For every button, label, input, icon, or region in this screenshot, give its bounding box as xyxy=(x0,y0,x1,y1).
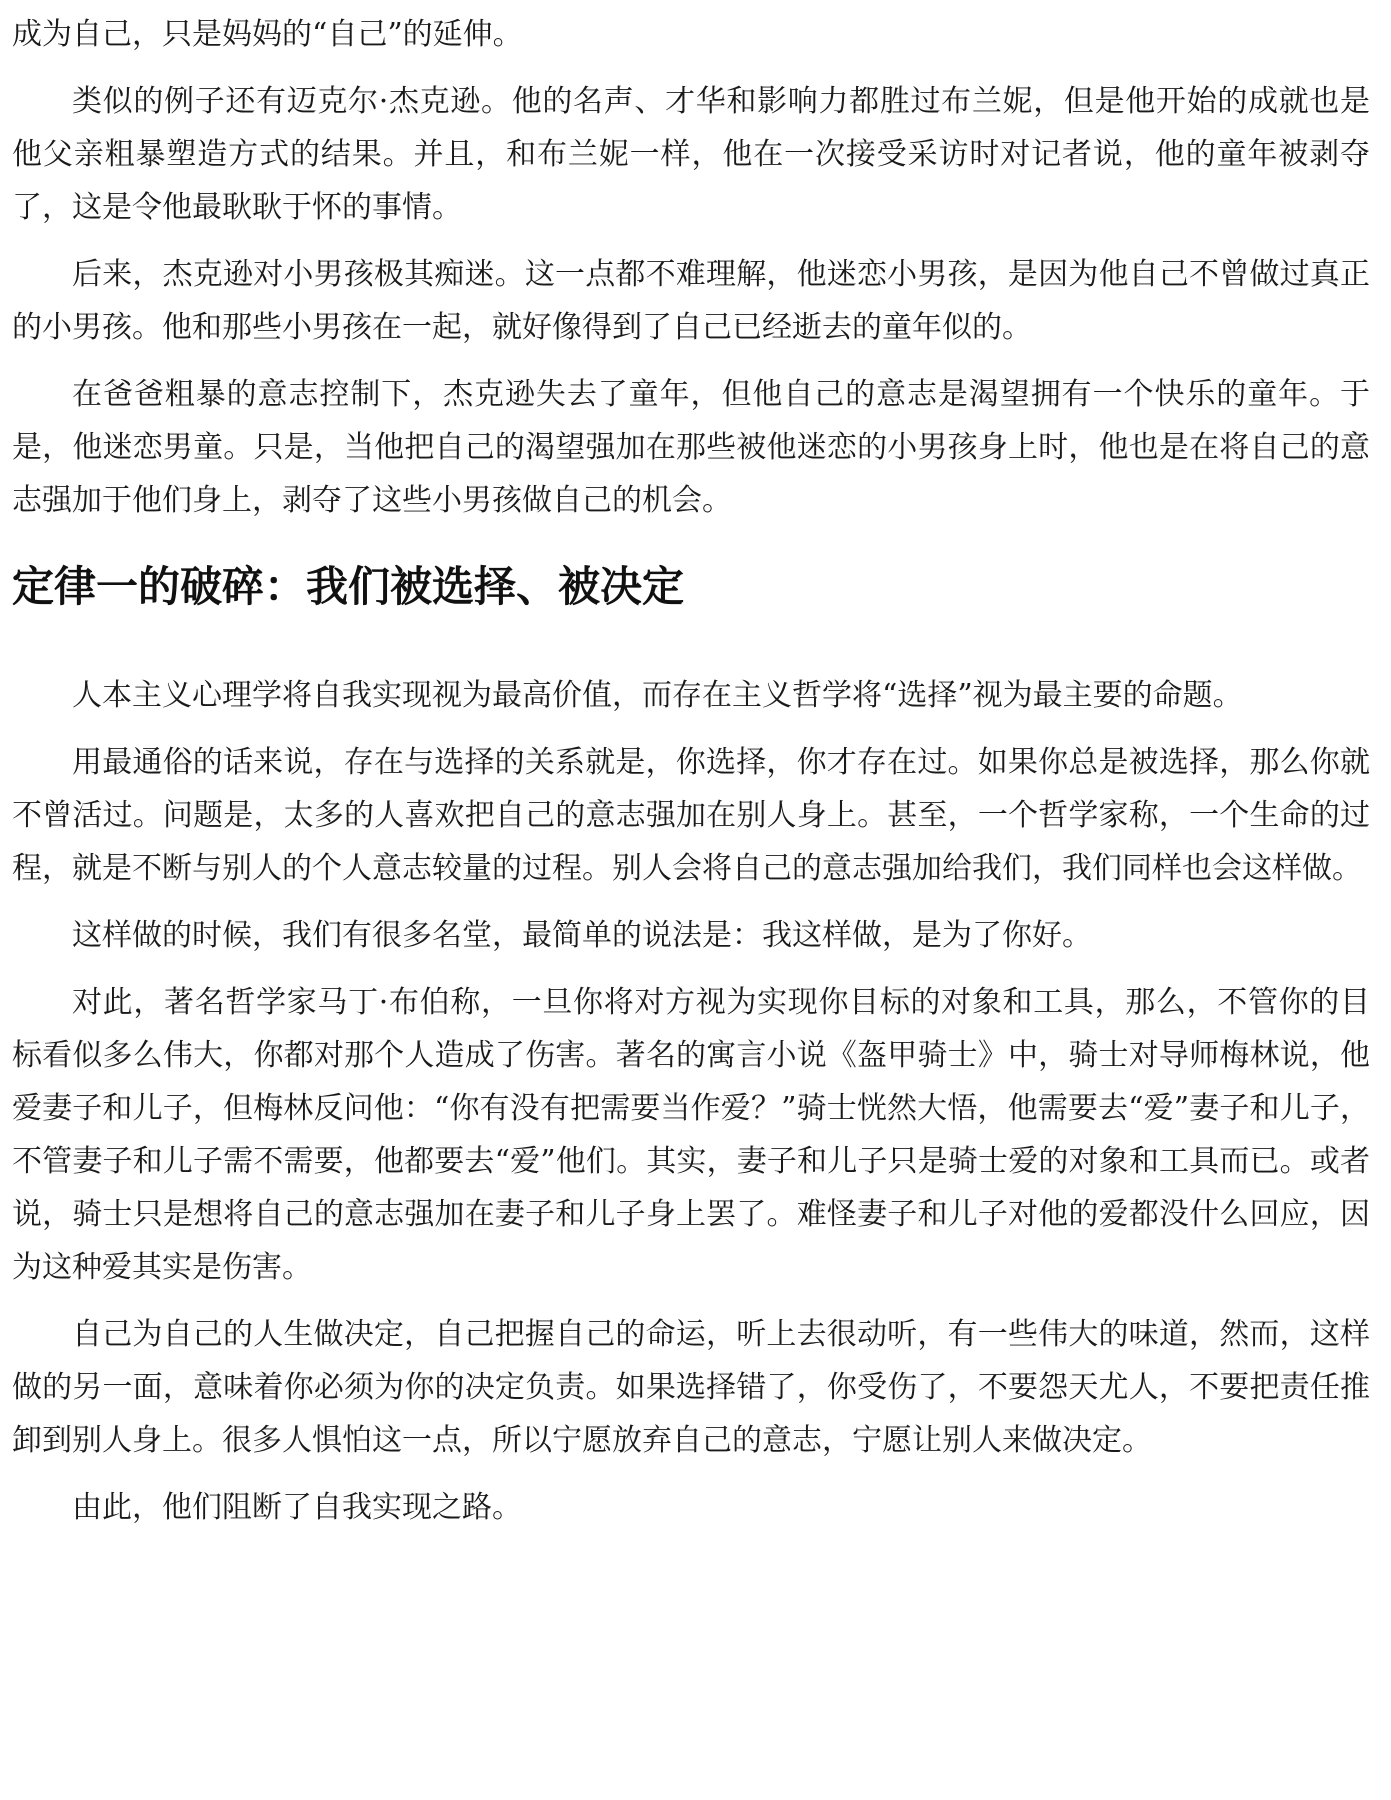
paragraph-humanism: 人本主义心理学将自我实现视为最高价值，而存在主义哲学将“选择”视为最主要的命题。 xyxy=(72,678,1243,713)
paragraph-jackson-childhood: 在爸爸粗暴的意志控制下，杰克逊失去了童年，但他自己的意志是渴望拥有一个快乐的童年。于是，他迷恋男童。只是，当他把自己的渴望强加在那些被他迷恋的小男孩身上时，他也是在将自己的意志强加于他们身上，剥夺了这些小男孩做自己的机会。 xyxy=(12,377,1370,518)
paragraph-existence-choice: 用最通俗的话来说，存在与选择的关系就是，你选择，你才存在过。如果你总是被选择，那么你就不曾活过。问题是，太多的人喜欢把自己的意志强加在别人身上。甚至，一个哲学家称，一个生命的过程，就是不断与别人的个人意志较量的过程。别人会将自己的意志强加给我们，我们同样也会这样做。 xyxy=(12,745,1370,886)
paragraph-conclusion: 由此，他们阻断了自我实现之路。 xyxy=(72,1490,522,1525)
paragraph-continuation: 成为自己，只是妈妈的“自己”的延伸。 xyxy=(12,17,523,52)
paragraph-responsibility: 自己为自己的人生做决定，自己把握自己的命运，听上去很动听，有一些伟大的味道，然而，这样做的另一面，意味着你必须为你的决定负责。如果选择错了，你受伤了，不要怨天尤人，不要把责任推卸到别人身上。很多人惧怕这一点，所以宁愿放弃自己的意志，宁愿让别人来做决定。 xyxy=(12,1317,1370,1458)
paragraph-buber-knight: 对此，著名哲学家马丁·布伯称，一旦你将对方视为实现你目标的对象和工具，那么，不管你的目标看似多么伟大，你都对那个人造成了伤害。著名的寓言小说《盔甲骑士》中，骑士对导师梅林说，他爱妻子和儿子，但梅林反问他：“你有没有把需要当作爱？”骑士恍然大悟，他需要去“爱”妻子和儿子，不管妻子和儿子需不需要，他都要去“爱”他们。其实，妻子和儿子只是骑士爱的对象和工具而已。或者说，骑士只是想将自己的意志强加在妻子和儿子身上罢了。难怪妻子和儿子对他的爱都没什么回应，因为这种爱其实是伤害。 xyxy=(12,985,1370,1285)
paragraph-jackson-boys: 后来，杰克逊对小男孩极其痴迷。这一点都不难理解，他迷恋小男孩，是因为他自己不曾做过真正的小男孩。他和那些小男孩在一起，就好像得到了自己已经逝去的童年似的。 xyxy=(12,257,1370,345)
section-heading: 定律一的破碎：我们被选择、被决定 xyxy=(12,562,685,611)
paragraph-jackson-example: 类似的例子还有迈克尔·杰克逊。他的名声、才华和影响力都胜过布兰妮，但是他开始的成就也是他父亲粗暴塑造方式的结果。并且，和布兰妮一样，他在一次接受采访时对记者说，他的童年被剥夺了，这是令他最耿耿于怀的事情。 xyxy=(12,84,1370,225)
paragraph-for-your-good: 这样做的时候，我们有很多名堂，最简单的说法是：我这样做，是为了你好。 xyxy=(72,918,1092,953)
document-page xyxy=(12,8,1370,1548)
